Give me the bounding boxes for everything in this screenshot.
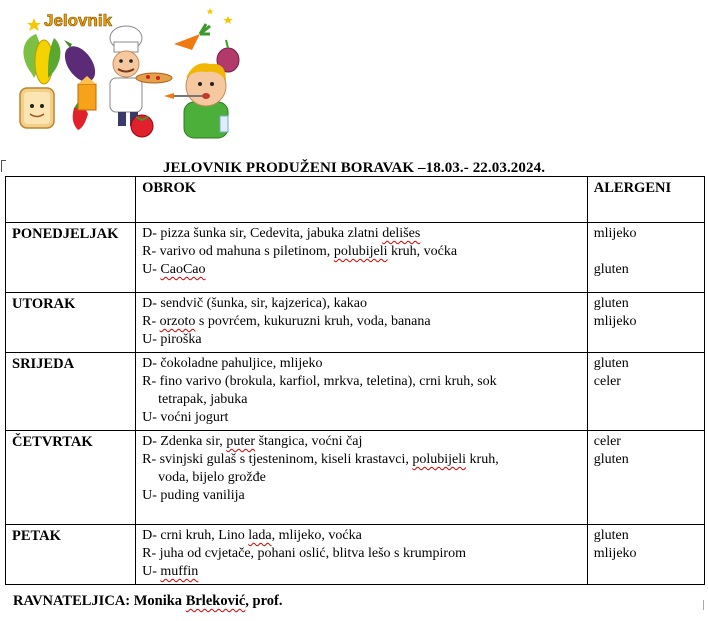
header-allergens: ALERGENI [587,177,704,223]
tomato-icon [131,115,153,137]
table-row [6,353,705,431]
meal-cell [136,293,588,353]
table-row [6,223,705,293]
child-eating-icon [164,63,228,138]
meal-line: D- sendvič (šunka, sir, kajzerica), kakao [142,296,368,311]
document-title: JELOVNIK PRODUŽENI BORAVAK –18.03.- 22.03.2024. [162,160,546,176]
meal-line: D- čokoladne pahuljice, mlijeko [142,356,323,371]
table-row [6,525,705,585]
allergen-item: gluten [593,528,629,543]
allergens-cell [587,525,704,585]
allergens-cell [587,431,704,525]
header-empty-cell [6,177,136,223]
meal-line: D- pizza šunka sir, Cedevita, jabuka zlatni delišes [142,226,421,241]
meal-cell [136,223,588,293]
meal-line: R- orzoto s povrćem, kukuruzni kruh, voda, banana [142,314,431,329]
sandwich-icon [20,88,54,128]
meal-line: D- Zdenka sir, puter štangica, voćni čaj [142,434,363,449]
meal-cell [136,353,588,431]
meal-line: R- varivo od mahuna s piletinom, polubijeli kruh, voćka [142,244,458,259]
meal-line: U- voćni jogurt [142,410,229,425]
table-header-row [6,177,705,223]
meal-line: tetrapak, jabuka [158,392,248,407]
eggplant-icon [59,40,102,87]
allergen-item: gluten [593,296,629,311]
jelovnik-logo-text: Jelovnik [44,11,113,30]
allergen-item: mlijeko [593,546,637,561]
meal-line: U- piroška [142,332,202,347]
allergen-item: celer [593,374,621,389]
allergen-item: mlijeko [593,314,637,329]
page-margin-mark [703,600,704,610]
allergen-item: gluten [593,452,629,467]
allergen-item: celer [593,434,621,449]
allergen-item: gluten [593,356,629,371]
day-name: PONEDJELJAK [6,223,136,293]
menu-clipart [14,4,246,140]
corn-icon [23,34,60,84]
meal-line: R- svinjski gulaš s tjesteninom, kiseli krastavci, polubijeli kruh, [142,452,499,467]
day-name: PETAK [6,525,136,585]
meal-line: R- fino varivo (brokula, karfiol, mrkva, teletina), crni kruh, sok [142,374,497,389]
day-name: UTORAK [6,293,136,353]
meal-line: U- CaoCao [142,262,206,277]
principal-signature: RAVNATELJICA: Monika Brleković, prof. [13,593,283,609]
meal-line: voda, bijelo grožđe [158,470,266,485]
weekly-menu-table [5,176,705,585]
meal-line: D- crni kruh, Lino lada, mlijeko, voćka [142,528,362,543]
allergens-cell [587,353,704,431]
day-name: ČETVRTAK [6,431,136,525]
table-row [6,293,705,353]
allergens-cell [587,293,704,353]
meal-cell [136,431,588,525]
allergens-cell [587,223,704,293]
juice-icon [78,76,96,110]
day-name: SRIJEDA [6,353,136,431]
chef-icon [110,26,172,126]
meal-cell [136,525,588,585]
allergen-item: gluten [593,262,629,277]
allergen-item: mlijeko [593,226,637,241]
meal-line: U- muffin [142,564,199,579]
meal-line: R- juha od cvjetače, pohani oslić, blitva lešo s krumpirom [142,546,466,561]
meal-line: U- puding vanilija [142,488,245,503]
carrot-icon [174,24,210,50]
table-row [6,431,705,525]
header-meal: OBROK [136,177,588,223]
